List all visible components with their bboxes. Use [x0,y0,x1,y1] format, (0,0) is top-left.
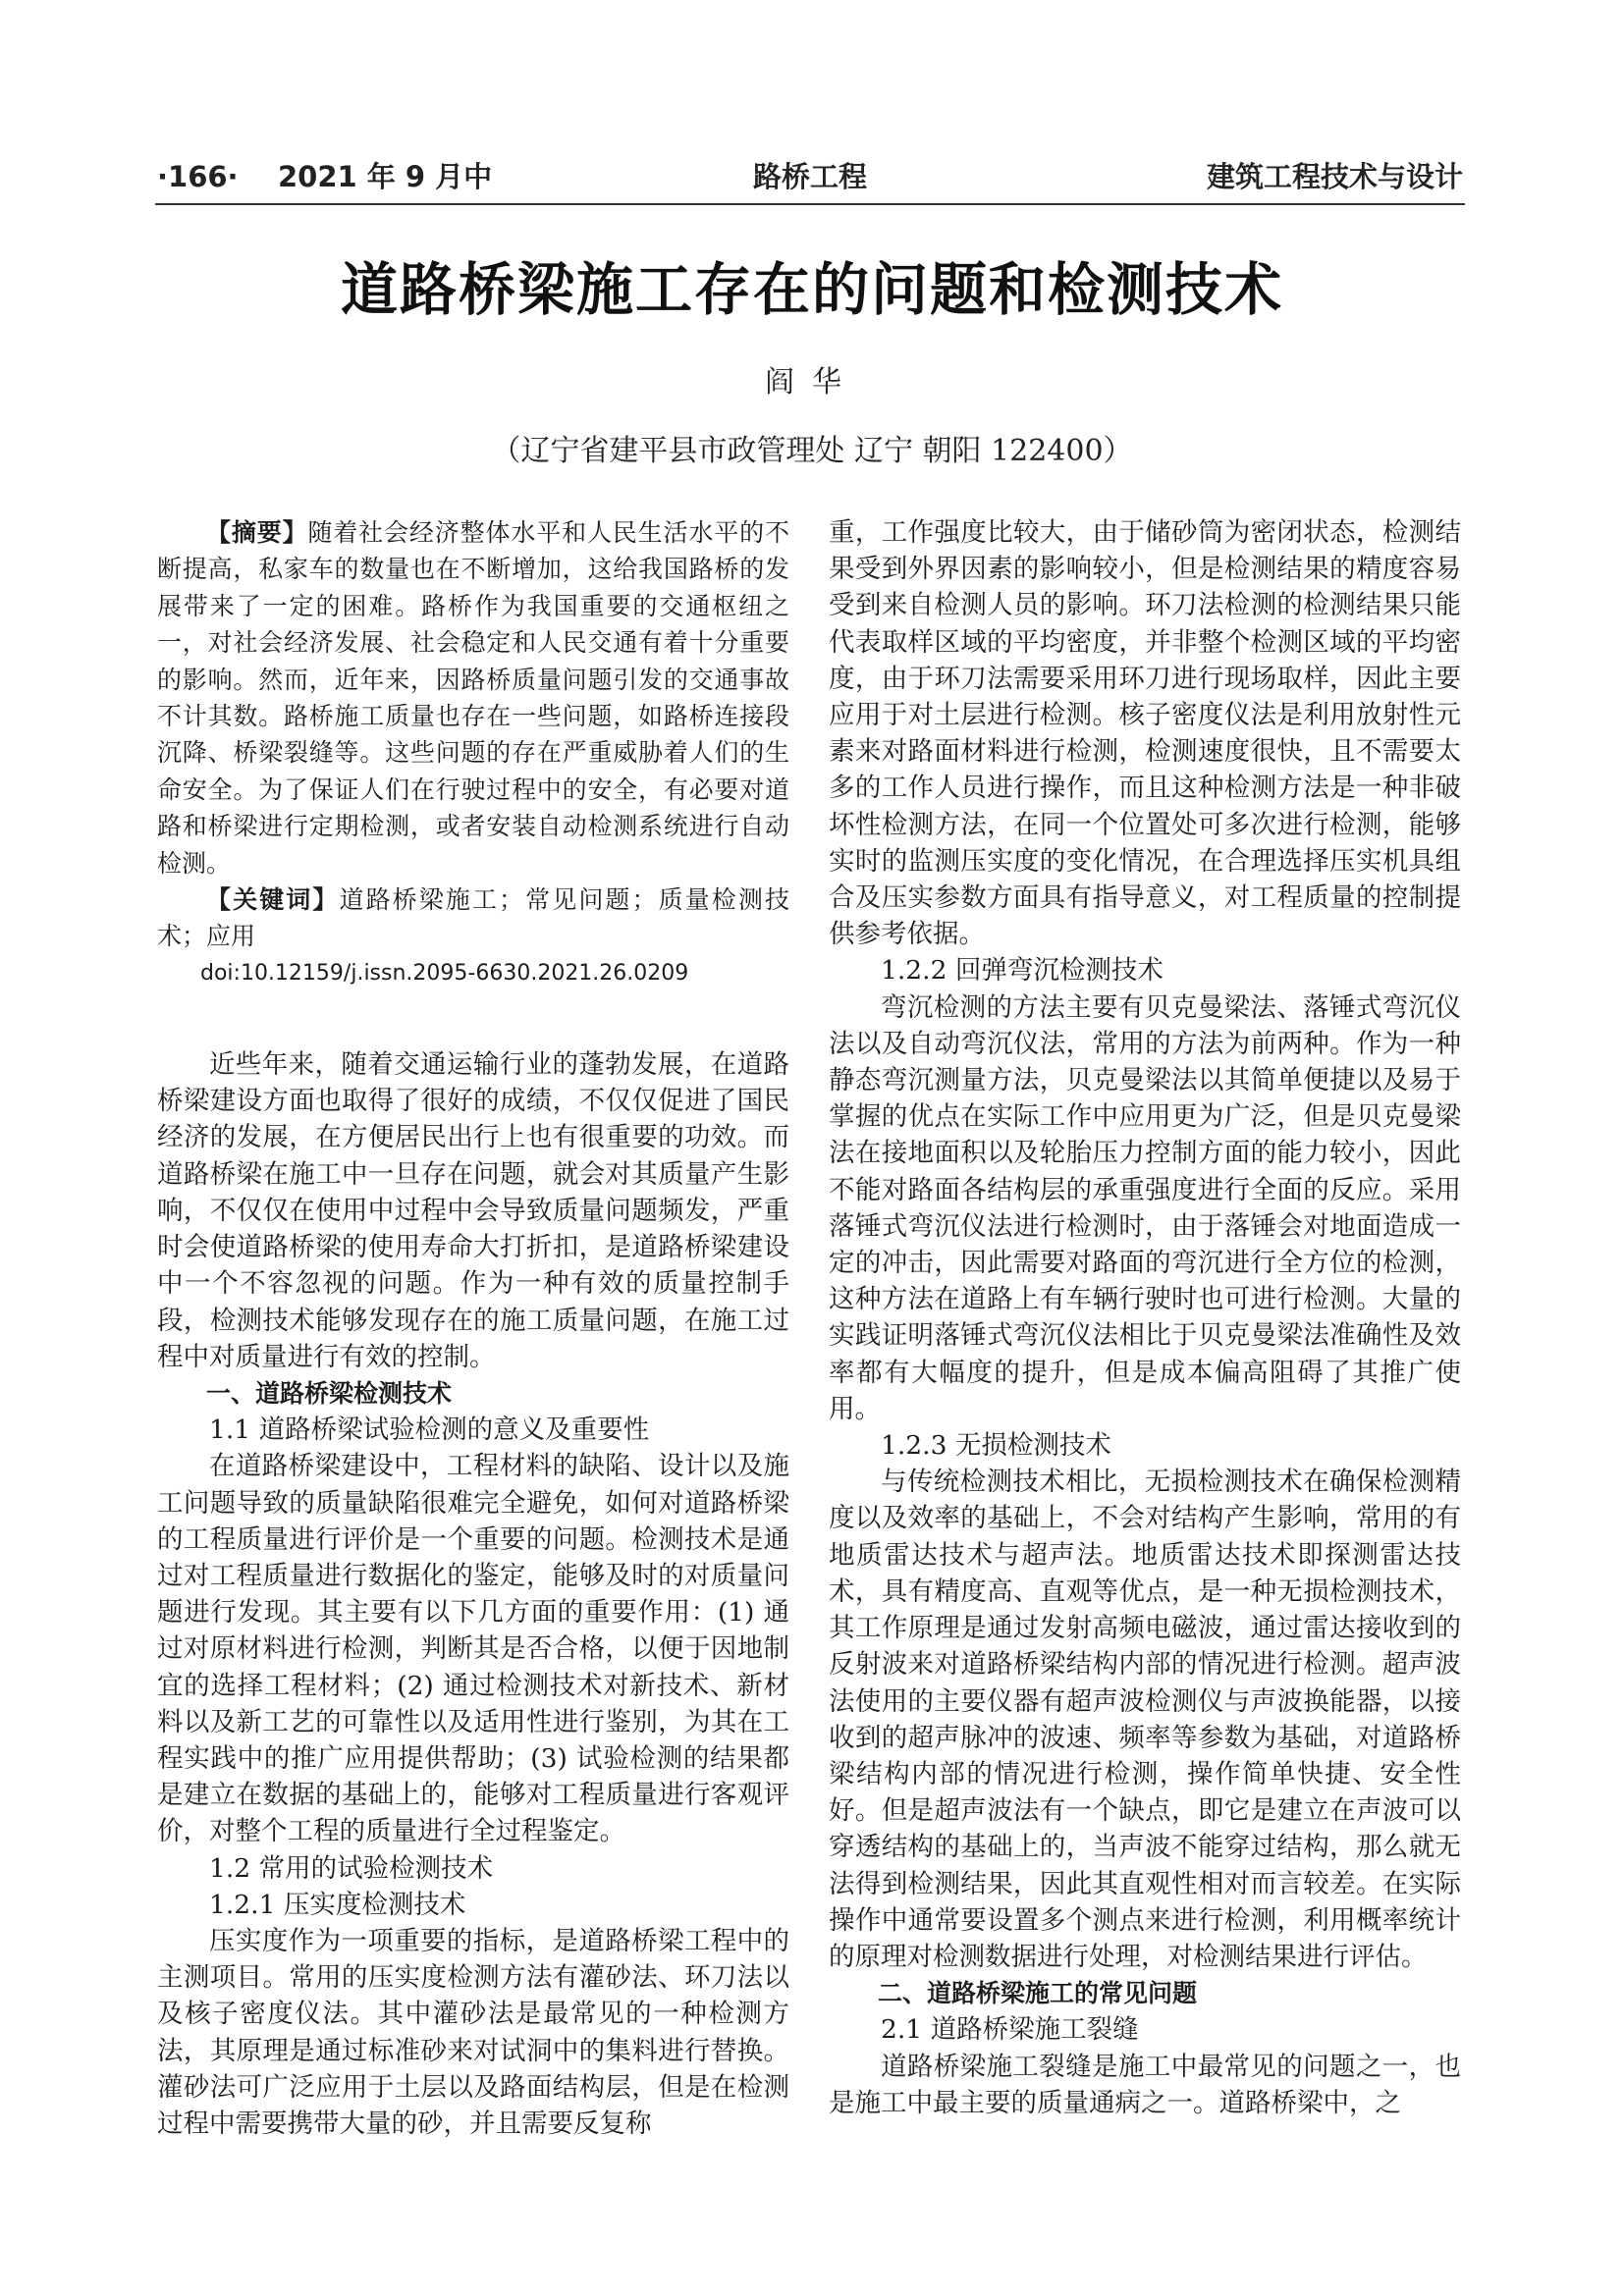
paragraph-1-2-2: 弯沉检测的方法主要有贝克曼梁法、落锤式弯沉仪法以及自动弯沉仪法，常用的方法为前两种。作为一种静态弯沉测量方法，贝克曼梁法以其简单便捷以及易于掌握的优点在实际工作中应用更为广泛，但是贝克曼梁法在接地面积以及轮胎压力控制方面的能力较小，因此不能对路面各结构层的承重强度进行全面的反应。采用落锤式弯沉仪法进行检测时，由于落锤会对地面造成一定的冲击，因此需要对路面的弯沉进行全方位的检测，这种方法在道路上有车辆行驶时也可进行检测。大量的实践证明落锤式弯沉仪法相比于贝克曼梁法准确性及效率都有大幅度的提升，但是成本偏高阻碍了其推广使用。 [829,991,1461,1424]
right-column [829,514,1461,2121]
paragraph-1-2-1: 压实度作为一项重要的指标，是道路桥梁工程中的主测项目。常用的压实度检测方法有灌砂法、环刀法以及核子密度仪法。其中灌砂法是最常见的一种检测方法，其原理是通过标准砂来对试洞中的集料进行替换。灌砂法可广泛应用于土层以及路面结构层，但是在检测过程中需要携带大量的砂，并且需要反复称 [157,1925,789,2139]
heading-section-2: 二、道路桥梁施工的常见问题 [878,1979,1198,2008]
article-title: 道路桥梁施工存在的问题和检测技术 [340,256,1283,323]
heading-1-2-2: 1.2.2 回弹弯沉检测技术 [881,955,1164,987]
header-rule [155,203,1465,205]
section-name: 路桥工程 [752,160,867,193]
heading-section-1: 一、道路桥梁检测技术 [206,1378,453,1408]
heading-1-1: 1.1 道路桥梁试验检测的意义及重要性 [209,1415,650,1446]
running-header [157,155,1463,198]
keywords [157,881,789,955]
page-number: ·166· [157,160,239,193]
abstract-text: 随着社会经济整体水平和人民生活水平的不断提高，私家车的数量也在不断增加，这给我国路桥的发展带来了一定的困难。路桥作为我国重要的交通枢纽之一，对社会经济发展、社会稳定和人民交通有着十分重要的影响。然而，近年来，因路桥质量问题引发的交通事故不计其数。路桥施工质量也存在一些问题，如路桥连接段沉降、桥梁裂缝等。这些问题的存在严重威胁着人们的生命安全。为了保证人们在行驶过程中的安全，有必要对道路和桥梁进行定期检测，或者安装自动检测系统进行自动检测。 [157,518,789,878]
heading-2-1: 2.1 道路桥梁施工裂缝 [881,2014,1139,2046]
doi: doi:10.12159/j.issn.2095-6630.2021.26.0209 [200,960,689,986]
journal-name: 建筑工程技术与设计 [1206,160,1463,193]
keywords-text: 道路桥梁施工；常见问题；质量检测技术；应用 [157,885,789,951]
paragraph-1-1: 在道路桥梁建设中，工程材料的缺陷、设计以及施工问题导致的质量缺陷很难完全避免，如何对道路桥梁的工程质量进行评价是一个重要的问题。检测技术是通过对工程质量进行数据化的鉴定，能够及时的对质量问题进行发现。其主要有以下几方面的重要作用：(1) 通过对原材料进行检测，判断其是否合格，以便于因地制宜的选择工程材料；(2) 通过检测技术对新技术、新材料以及新工艺的可靠性以及适用性进行鉴别，为其在工程实践中的推广应用提供帮助；(3) 试验检测的结果都是建立在数据的基础上的，能够对工程质量进行客观评价，对整个工程的质量进行全过程鉴定。 [157,1451,789,1847]
heading-1-2-3: 1.2.3 无损检测技术 [881,1430,1111,1462]
abstract [157,514,789,881]
paragraph-continued: 重，工作强度比较大，由于储砂筒为密闭状态，检测结果受到外界因素的影响较小，但是检测结果的精度容易受到来自检测人员的影响。环刀法检测的检测结果只能代表取样区域的平均密度，并非整个检测区域的平均密度，由于环刀法需要采用环刀进行现场取样，因此主要应用于对土层进行检测。核子密度仪法是利用放射性元素来对路面材料进行检测，检测速度很快，且不需要太多的工作人员进行操作，而且这种检测方法是一种非破坏性检测方法，在同一个位置处可多次进行检测，能够实时的监测压实度的变化情况，在合理选择压实机具组合及压实参数方面具有指导意义，对工程质量的控制提供参考依据。 [829,517,1461,950]
spacer [157,991,789,1046]
left-column [157,514,789,2142]
author: 阎华 [765,365,859,400]
paragraph-1-2-3: 与传统检测技术相比，无损检测技术在确保检测精度以及效率的基础上，不会对结构产生影响，常用的有地质雷达技术与超声法。地质雷达技术即探测雷达技术，具有精度高、直观等优点，是一种无损检测技术，其工作原理是通过发射高频电磁波，通过雷达接收到的反射波来对道路桥梁结构内部的情况进行检测。超声波法使用的主要仪器有超声波检测仪与声波换能器，以接收到的超声脉冲的波速、频率等参数为基础，对道路桥梁结构内部的情况进行检测，操作简单快捷、安全性好。但是超声波法有一个缺点，即它是建立在声波可以穿透结构的基础上的，当声波不能穿过结构，那么就无法得到检测结果，因此其直观性相对而言较差。在实际操作中通常要设置多个测点来进行检测，利用概率统计的原理对检测数据进行处理，对检测结果进行评估。 [829,1467,1461,1972]
abstract-label: 【摘要】 [206,518,308,547]
heading-1-2: 1.2 常用的试验检测技术 [209,1852,494,1884]
keywords-label: 【关键词】 [206,885,340,915]
intro-paragraph: 近些年来，随着交通运输行业的蓬勃发展，在道路桥梁建设方面也取得了很好的成绩，不仅仅促进了国民经济的发展，在方便居民出行上也有很重要的功效。而道路桥梁在施工中一旦存在问题，就会对其质量产生影响，不仅仅在使用中过程中会导致质量问题频发，严重时会使道路桥梁的使用寿命大打折扣，是道路桥梁建设中一个不容忽视的问题。作为一种有效的质量控制手段，检测技术能够发现存在的施工质量问题，在施工过程中对质量进行有效的控制。 [157,1049,789,1372]
heading-1-2-1: 1.2.1 压实度检测技术 [209,1889,466,1920]
paragraph-2-1: 道路桥梁施工裂缝是施工中最常见的问题之一，也是施工中最主要的质量通病之一。道路桥梁中，之 [829,2051,1461,2118]
affiliation: （辽宁省建平县市政管理处 辽宁 朝阳 122400） [491,434,1133,468]
issue-date: 2021 年 9 月中 [277,160,493,193]
